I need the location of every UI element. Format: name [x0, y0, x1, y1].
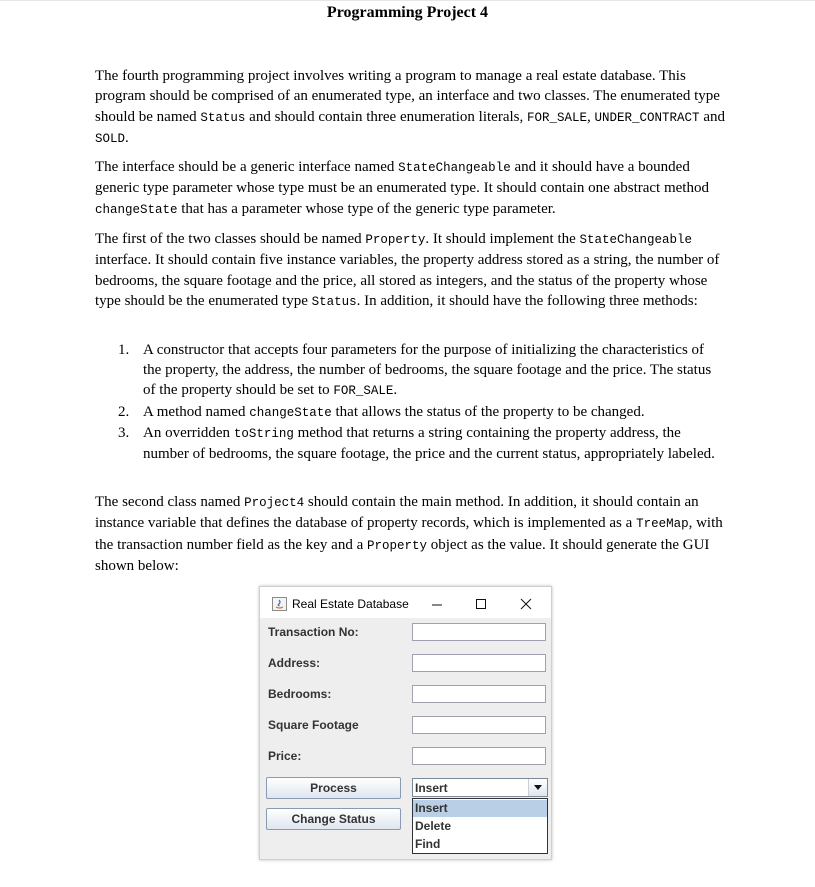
text: A constructor that accepts four parameters for the purpose of initializing the characteristics of the property, the address, the number of bedrooms, the square footage and the price. The status of the property should be set to — [143, 342, 712, 399]
text: and — [699, 108, 725, 125]
transaction-no-input[interactable] — [412, 623, 546, 641]
square-footage-input[interactable] — [412, 716, 546, 734]
text: object as the value. It should generate the GUI shown below: — [95, 536, 710, 575]
code-status: Status — [311, 295, 357, 310]
text: . — [393, 382, 398, 399]
code-tostring: toString — [233, 426, 294, 441]
address-input[interactable] — [412, 654, 546, 672]
list-item — [95, 423, 725, 464]
address-label: Address: — [268, 656, 321, 670]
code-status: Status — [200, 110, 246, 125]
bedrooms-input[interactable] — [412, 685, 546, 703]
code-sold: SOLD — [95, 132, 126, 147]
text: that allows the status of the property to be changed. — [331, 403, 645, 420]
list-number: 2. — [118, 403, 130, 420]
java-app-icon — [272, 597, 287, 611]
text: and it should have a bounded generic type parameter whose type must be an enumerated type. It should contain one abstract method — [95, 159, 709, 197]
combo-dropdown-list — [412, 798, 548, 854]
text: An overridden — [143, 424, 234, 441]
page-title: Programming Project 4 — [326, 4, 489, 21]
square-footage-label: Square Footage — [268, 718, 359, 732]
code-project4: Project4 — [244, 496, 305, 510]
text: and should contain three enumeration literals, — [245, 108, 528, 125]
paragraph-project4-class — [95, 492, 725, 577]
maximize-icon[interactable] — [470, 593, 492, 615]
close-icon[interactable] — [515, 593, 537, 615]
window-title: Real Estate Database — [292, 597, 409, 611]
code-under-contract: UNDER_CONTRACT — [594, 110, 700, 125]
price-input[interactable] — [412, 747, 546, 765]
text: The second class named — [95, 494, 245, 510]
text: . It should implement the — [425, 231, 580, 247]
transaction-no-label: Transaction No: — [268, 625, 359, 639]
window-titlebar — [260, 587, 551, 618]
list-number: 3. — [118, 424, 130, 441]
text: The fourth programming project involves writing a program to manage a real estate database. This program should be comprised of an enumerated type, an interface and two classes. The enumerated type should be named — [95, 68, 720, 125]
code-changestate: changeState — [95, 202, 178, 217]
code-property: Property — [367, 538, 428, 553]
list-item — [95, 340, 725, 402]
text: , — [587, 108, 595, 125]
combo-selected-value: Insert — [415, 781, 448, 795]
list-number: 1. — [118, 342, 130, 358]
bedrooms-label: Bedrooms: — [268, 687, 332, 701]
text: , with the transaction number field as the key and a — [95, 515, 723, 553]
text: should contain the main method. In addition, it should contain an instance variable that defines the database of property records, which is implemented as a — [95, 494, 699, 532]
code-treemap: TreeMap — [636, 517, 689, 532]
text: interface. It should contain five instance variables, the property address stored as a string, the number of bedrooms, the square footage and the price, all stored as integers, and the status of the property whose type should be the enumerated type — [95, 252, 720, 310]
text: A method named — [143, 403, 250, 420]
option-insert[interactable]: Insert — [413, 800, 547, 817]
code-property: Property — [365, 233, 426, 247]
code-statechangeable: StateChangeable — [398, 161, 511, 175]
list-item — [95, 402, 725, 423]
paragraph-intro — [95, 66, 725, 150]
text: method that returns a string containing the property address, the number of bedrooms, the square footage, the price and the current status, appropriately labeled. — [143, 424, 715, 463]
process-button[interactable]: Process — [266, 777, 401, 799]
text: . — [125, 130, 129, 147]
text: The interface should be a generic interface named — [95, 159, 399, 175]
chevron-down-icon[interactable] — [528, 779, 547, 796]
text: The first of the two classes should be named — [95, 231, 366, 247]
change-status-button[interactable]: Change Status — [266, 808, 401, 830]
option-delete[interactable]: Delete — [415, 819, 452, 833]
paragraph-interface — [95, 157, 725, 220]
top-divider — [0, 0, 815, 1]
text: that has a parameter whose type of the generic type parameter. — [177, 200, 556, 217]
code-statechangeable: StateChangeable — [579, 233, 693, 247]
paragraph-property-class — [95, 229, 725, 313]
code-for-sale: FOR_SALE — [527, 110, 588, 125]
methods-list — [95, 340, 725, 464]
text: . In addition, it should have the following three methods: — [356, 293, 698, 310]
code-for-sale: FOR_SALE — [333, 384, 394, 399]
code-changestate: changeState — [249, 405, 332, 420]
gui-window — [259, 586, 552, 860]
action-combo-box[interactable] — [412, 778, 548, 797]
minimize-icon[interactable] — [426, 593, 448, 615]
price-label: Price: — [268, 749, 302, 763]
option-find[interactable]: Find — [415, 837, 441, 851]
